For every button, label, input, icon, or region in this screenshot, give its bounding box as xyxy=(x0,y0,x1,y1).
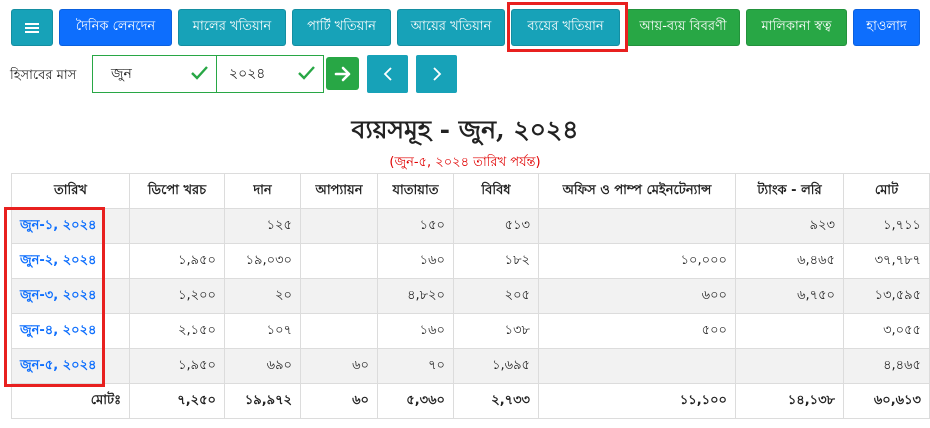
go-button[interactable] xyxy=(326,57,359,90)
nav-hawlad-button[interactable]: হাওলাদ xyxy=(853,9,920,46)
nav-expense-ledger-button[interactable]: ব্যয়ের খতিয়ান xyxy=(511,9,620,46)
table-total-row xyxy=(12,384,930,419)
header-transport[interactable]: যাতায়াত xyxy=(378,174,454,209)
cell-total: ৩,০৫৫ xyxy=(844,314,930,349)
cell-miscellaneous: ১৮২ xyxy=(454,244,539,279)
cell-office-pump-maintenance xyxy=(539,349,736,384)
total-transport: ৫,৩৬০ xyxy=(378,384,454,419)
next-month-button[interactable] xyxy=(416,55,457,93)
nav-goods-ledger-button[interactable]: মালের খতিয়ান xyxy=(178,9,286,46)
row-date-link[interactable]: জুন-১, ২০২৪ xyxy=(12,209,130,244)
cell-miscellaneous: ১,৬৯৫ xyxy=(454,349,539,384)
header-total[interactable]: মোট xyxy=(844,174,930,209)
total-label: মোটঃ xyxy=(12,384,130,419)
cell-office-pump-maintenance: ১০,০০০ xyxy=(539,244,736,279)
cell-tank-lorry xyxy=(736,314,844,349)
cell-office-pump-maintenance: ৬০০ xyxy=(539,279,736,314)
total-miscellaneous: ২,৭৩৩ xyxy=(454,384,539,419)
table-row xyxy=(12,244,930,279)
header-tank-lorry[interactable]: ট্যাংক - লরি xyxy=(736,174,844,209)
cell-depot-cost: ২,১৫০ xyxy=(130,314,225,349)
cell-transport: ১৫০ xyxy=(378,209,454,244)
expense-table xyxy=(11,173,930,419)
nav-income-expense-statement-button[interactable]: আয়-ব্যয় বিবরণী xyxy=(626,9,740,46)
total-donation: ১৯,৯৭২ xyxy=(225,384,301,419)
arrow-right-icon xyxy=(334,66,352,82)
top-nav xyxy=(11,9,920,46)
cell-miscellaneous: ২০৫ xyxy=(454,279,539,314)
hamburger-icon xyxy=(25,23,39,33)
month-select[interactable] xyxy=(92,55,217,93)
chevron-left-icon xyxy=(383,67,393,81)
month-value: জুন xyxy=(111,66,132,82)
header-donation[interactable]: দান xyxy=(225,174,301,209)
cell-donation: ১৯,০৩০ xyxy=(225,244,301,279)
cell-depot-cost: ১,২০০ xyxy=(130,279,225,314)
cell-depot-cost: ১,৯৫০ xyxy=(130,349,225,384)
cell-total: ১৩,৫৯৫ xyxy=(844,279,930,314)
row-date-link[interactable]: জুন-৪, ২০২৪ xyxy=(12,314,130,349)
cell-tank-lorry xyxy=(736,349,844,384)
cell-office-pump-maintenance: ৫০০ xyxy=(539,314,736,349)
cell-tank-lorry: ৬,৭৫০ xyxy=(736,279,844,314)
total-depot-cost: ৭,২৫০ xyxy=(130,384,225,419)
nav-party-ledger-button[interactable]: পার্টি খতিয়ান xyxy=(292,9,391,46)
nav-ownership-button[interactable]: মালিকানা স্বত্ব xyxy=(746,9,847,46)
table-row xyxy=(12,279,930,314)
check-icon xyxy=(298,66,315,80)
cell-tank-lorry: ৯২৩ xyxy=(736,209,844,244)
cell-entertainment xyxy=(301,244,378,279)
cell-miscellaneous: ৫১৩ xyxy=(454,209,539,244)
menu-button[interactable] xyxy=(11,9,53,46)
table-header-row xyxy=(12,174,930,209)
table-row xyxy=(12,314,930,349)
check-icon xyxy=(191,66,208,80)
row-date-link[interactable]: জুন-২, ২০২৪ xyxy=(12,244,130,279)
cell-tank-lorry: ৬,৪৬৫ xyxy=(736,244,844,279)
cell-entertainment xyxy=(301,314,378,349)
month-filter-label: হিসাবের মাস xyxy=(10,68,77,83)
cell-donation: ১০৭ xyxy=(225,314,301,349)
total-tank-lorry: ১৪,১৩৮ xyxy=(736,384,844,419)
total-office-pump-maintenance: ১১,১০০ xyxy=(539,384,736,419)
cell-donation: ১২৫ xyxy=(225,209,301,244)
header-entertainment[interactable]: আপ্যায়ন xyxy=(301,174,378,209)
cell-office-pump-maintenance xyxy=(539,209,736,244)
cell-total: ৩৭,৭৮৭ xyxy=(844,244,930,279)
table-row xyxy=(12,349,930,384)
table-row xyxy=(12,209,930,244)
cell-entertainment xyxy=(301,209,378,244)
cell-transport: ৭০ xyxy=(378,349,454,384)
cell-entertainment: ৬০ xyxy=(301,349,378,384)
cell-miscellaneous: ১৩৮ xyxy=(454,314,539,349)
cell-transport: ১৬০ xyxy=(378,244,454,279)
cell-entertainment xyxy=(301,279,378,314)
chevron-right-icon xyxy=(432,67,442,81)
cell-donation: ২০ xyxy=(225,279,301,314)
nav-income-ledger-button[interactable]: আয়ের খতিয়ান xyxy=(397,9,505,46)
previous-month-button[interactable] xyxy=(367,55,408,93)
row-date-link[interactable]: জুন-৩, ২০২৪ xyxy=(12,279,130,314)
row-date-link[interactable]: জুন-৫, ২০২৪ xyxy=(12,349,130,384)
page-subtitle: (জুন-৫, ২০২৪ তারিখ পর্যন্ত) xyxy=(389,155,541,170)
year-select[interactable] xyxy=(216,55,324,93)
header-depot-cost[interactable]: ডিপো খরচ xyxy=(130,174,225,209)
cell-donation: ৬৯০ xyxy=(225,349,301,384)
header-miscellaneous[interactable]: বিবিধ xyxy=(454,174,539,209)
cell-depot-cost xyxy=(130,209,225,244)
year-value: ২০২৪ xyxy=(229,66,266,82)
page-title: ব্যয়সমূহ - জুন, ২০২৪ xyxy=(351,115,579,144)
cell-total: ৪,৪৬৫ xyxy=(844,349,930,384)
cell-transport: ৪,৮২০ xyxy=(378,279,454,314)
cell-depot-cost: ১,৯৫০ xyxy=(130,244,225,279)
header-date[interactable]: তারিখ xyxy=(12,174,130,209)
nav-daily-transactions-button[interactable]: দৈনিক লেনদেন xyxy=(59,9,172,46)
header-office-pump-maintenance[interactable]: অফিস ও পাম্প মেইনটেন্যান্স xyxy=(539,174,736,209)
cell-total: ১,৭১১ xyxy=(844,209,930,244)
cell-transport: ১৬০ xyxy=(378,314,454,349)
total-entertainment: ৬০ xyxy=(301,384,378,419)
total-grand: ৬০,৬১৩ xyxy=(844,384,930,419)
